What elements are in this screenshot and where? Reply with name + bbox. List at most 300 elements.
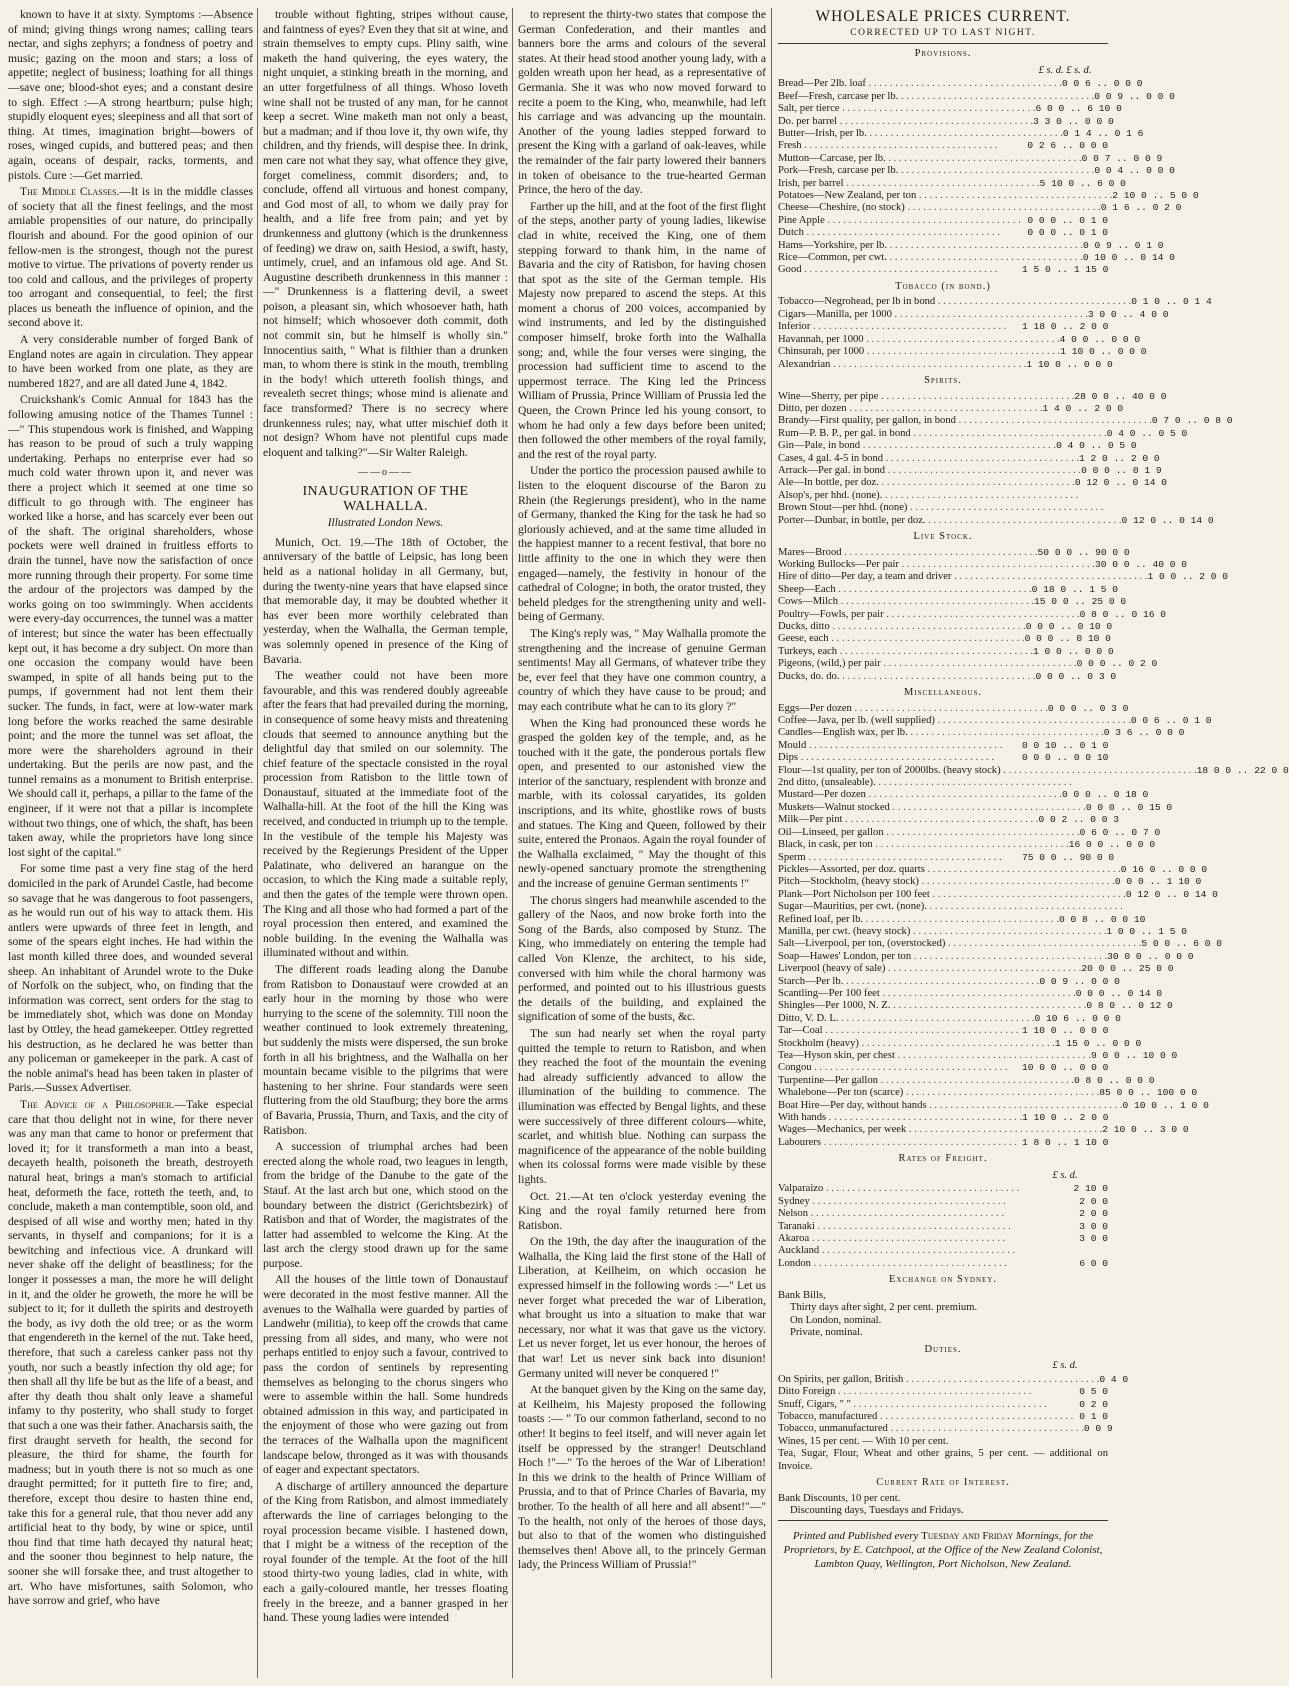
price-label: Chinsurah, per 1000 . . . xyxy=(778,346,1060,358)
price-label: Shingles—Per 1000, N. Z. . . . xyxy=(778,1000,1086,1012)
price-row xyxy=(778,1245,1108,1257)
price-value: 0 2 6 .. 0 0 0 xyxy=(1027,140,1108,152)
price-label: Working Bullocks—Per pair . . . xyxy=(778,559,1095,571)
price-label: 2nd ditto, (unsaleable). . . . xyxy=(778,777,1072,789)
section-heading-provisions: Provisions. xyxy=(914,48,972,60)
duties-note: Tea, Sugar, Flour, Wheat and other grains, 5 per cent. — additional on Invoice. xyxy=(778,1448,1108,1472)
price-row xyxy=(778,415,1233,427)
paragraph: to represent the thirty-two states that compose the German Confederation, and their mantles and banners bore the arms and colours of the several states. At their head stood another young lady, with a golden wreath upon her head, as a representative of Germania. She it was who now moved forward to recite a poem to the King, who, meanwhile, had left his carriage and was advancing up the mountain. Another of the young ladies stepped forward to present the King with a garland of oak-leaves, while the remainder of the fair party lowered their banners in token of obeisance to the true-hearted German Prince, the hero of the day. xyxy=(518,8,766,197)
prices-subtitle: CORRECTED UP TO LAST NIGHT. xyxy=(850,27,1036,38)
price-row xyxy=(778,140,1108,152)
price-row xyxy=(778,239,1164,252)
price-value: 2 10 0 xyxy=(1073,1183,1108,1195)
paragraph: Under the portico the procession paused awhile to listen to the eloquent discourse of the Baron zu Rhein (the Regierungs president), who in the name of Germany, thanked the King for the task he had so gloriously achieved, and at the same time alluded in the happiest manner to a recent festival, that bore no little affinity to the one in which they were then engaged—namely, the festivity in honour of the cathedral of Cologne; in both, the orator trusted, they beheld pledges for the strengthening unity and well-being of Germany. xyxy=(518,464,766,624)
price-row xyxy=(778,608,1166,621)
price-value: 3 0 0 .. 4 0 0 xyxy=(1087,308,1169,320)
price-row xyxy=(778,715,1212,727)
price-label: Ditto Foreign . . . xyxy=(778,1386,1031,1398)
price-row xyxy=(778,490,1108,502)
price-label: Plank—Port Nicholson per 100 feet . . . xyxy=(778,889,1126,901)
price-row xyxy=(778,90,1175,103)
price-value: 2 0 0 xyxy=(1079,1208,1108,1220)
price-value: 0 12 0 .. 0 14 0 xyxy=(1121,514,1214,526)
price-row xyxy=(778,128,1144,140)
price-row xyxy=(778,888,1218,901)
live-stock-list xyxy=(778,546,1229,683)
price-row xyxy=(778,440,1137,452)
price-row xyxy=(778,1208,1108,1220)
column-rule xyxy=(257,8,258,1678)
price-value: 1 15 0 .. 0 0 0 xyxy=(1054,1037,1142,1049)
price-value: 0 12 0 .. 0 14 0 xyxy=(1125,888,1218,900)
paragraph: The King's reply was, " May Walhalla promote the strengthening and the increase of genuine German sentiments! May all Germans, of whatever tribe they be, ever feel that they have one common country, a country of which they have cause to be proud; and may each contribute what he can to its glory ?" xyxy=(518,626,766,713)
price-value: 2 10 0 .. 3 0 0 xyxy=(1102,1124,1189,1136)
price-value: 0 0 0 .. 0 1 0 xyxy=(1027,227,1108,239)
price-row xyxy=(778,390,1167,403)
price-value: 0 0 0 .. 0 3 0 xyxy=(1047,702,1129,714)
price-value: 0 0 0 .. 0 0 10 xyxy=(1022,752,1109,764)
price-value: 3 0 0 xyxy=(1079,1233,1108,1245)
price-value: 3 3 0 .. 0 0 0 xyxy=(1033,115,1114,127)
price-row xyxy=(778,1411,1108,1423)
price-row xyxy=(778,1025,1108,1037)
price-value: 0 0 9 xyxy=(1083,1423,1113,1435)
price-row xyxy=(778,876,1202,888)
price-row xyxy=(778,464,1162,477)
price-value: 9 0 0 .. 10 0 0 xyxy=(1090,1050,1178,1061)
price-value: 0 3 6 .. 0 0 0 xyxy=(1103,727,1185,739)
price-value: 0 1 4 .. 0 1 6 xyxy=(1062,128,1144,139)
price-value: 50 0 0 .. 90 0 0 xyxy=(1037,546,1130,558)
price-row xyxy=(778,851,1115,864)
price-label: Alexandrian . . . xyxy=(778,359,1026,371)
price-row xyxy=(778,1258,1108,1270)
price-row xyxy=(778,1221,1108,1233)
paragraph: The weather could not have been more favourable, and this was rendered doubly agreeable after the fears that had prevailed during the morning, in consequence of some heavy mists and threatening clouds that seemed to announce anything but the delightful day that smiled on our solemnity. The chief feature of the spectacle consisted in the royal procession from Ratisbon to the little town of Donaustauf, situated at the immediate foot of the Walhalla-hill. At the foot of the hill the King was received, and conducted in triumph up to the temple. In the vestibule of the temple his Majesty was received by the Regierungs President of the Upper Palatinate, who delivered an harangue on the occasion, to which the King made a suitable reply, and then the gates of the temple were thrown open. The King and all those who had formed a part of the royal procession then entered, and examined the noble building. In the evening the Walhalla was illuminated without and within. xyxy=(263,669,508,960)
price-row xyxy=(778,78,1143,90)
price-label: Brown Stout—per hhd. (none) . . . xyxy=(778,502,1103,514)
price-label: Candles—English wax, per lb. . . . xyxy=(778,727,1104,739)
miscellaneous-list xyxy=(778,702,1289,1150)
price-value: 0 4 0 .. 0 5 0 xyxy=(1106,427,1188,439)
price-value: 0 10 0 .. 1 0 0 xyxy=(1122,1099,1209,1111)
price-value: 0 0 0 .. 0 1 9 xyxy=(1081,464,1162,476)
price-label: Cigars—Manilla, per 1000 . . . xyxy=(778,309,1088,321)
price-value: 30 0 0 .. 40 0 0 xyxy=(1094,558,1188,570)
price-label: Good . . . xyxy=(778,264,1022,276)
price-label: Hire of ditto—Per day, a team and driver . . . xyxy=(778,571,1147,583)
price-row xyxy=(778,1124,1189,1136)
price-label: Sugar—Mauritius, per cwt. (none). . . . xyxy=(778,901,1123,913)
price-label: Sperm . . . xyxy=(778,852,1022,864)
price-label: Dutch . . . xyxy=(778,227,1022,239)
price-row xyxy=(778,571,1229,583)
price-value: 1 0 0 .. 1 5 0 xyxy=(1106,925,1187,937)
paragraph-body: —It is in the middle classes of society that all the finest feelings, and the most amiable propensities of our nature, do principally flourish and abound. For the good opinion of our fellow-men is the strongest, though not the purest motive to virtue. The privations of poverty render us too cold and callous, and the privileges of property too arrogant and consequential, to feel; the first places us beneath the influence of opinion, and the second above it. xyxy=(8,185,253,330)
price-value: 6 0 0 xyxy=(1079,1257,1108,1269)
tobacco-list xyxy=(778,296,1212,370)
price-row xyxy=(778,777,1108,789)
paragraph-symptoms: known to have it at sixty. Symptoms :—Absence of mind; giving things wrong names; calling tears nectar, and sighs zephyrs; a fondness of poetry and music; gazing on the moon and stars; a loss of appetite; neglect of business; loathing for all things—save one; blood-shot eyes; and a constant desire to sigh. Effect :—A strong heartburn; pulse high; stupidly eloquent eyes; sleepiness and all that sort of thing. At times, imagination bright—bowers of roses, winged cupids, and buttered peas; and then again, oceans of despair, racks, torments, and pistols. Cure :—Get married. xyxy=(8,8,253,182)
price-label: Arrack—Per gal. in bond . . . xyxy=(778,465,1081,477)
column-rule xyxy=(771,8,772,1678)
divider xyxy=(778,1520,1108,1521)
price-value: 1 10 0 .. 0 0 0 xyxy=(1022,1025,1109,1037)
price-label: Boat Hire—Per day, without hands . . . xyxy=(778,1100,1122,1112)
price-row xyxy=(778,913,1146,926)
price-label: Refined loaf, per lb. . . . xyxy=(778,914,1059,926)
price-row xyxy=(778,814,1120,826)
paragraph-philosopher xyxy=(8,1098,253,1609)
interest-lines xyxy=(778,1493,1108,1518)
price-value: 0 0 0 .. 0 1 0 xyxy=(1027,214,1108,226)
price-row xyxy=(778,558,1188,571)
price-value: 0 1 0 xyxy=(1079,1410,1108,1422)
section-heading-spirits: Spirits. xyxy=(924,374,962,386)
price-row xyxy=(778,901,1108,913)
price-value: 0 7 0 .. 0 8 0 xyxy=(1151,415,1233,427)
price-value: 0 0 0 .. 0 15 0 xyxy=(1085,801,1173,813)
price-row xyxy=(778,1087,1198,1099)
column-3 xyxy=(518,8,766,1678)
price-row xyxy=(778,227,1108,239)
price-row xyxy=(778,1233,1108,1245)
price-label: Turkeys, each . . . xyxy=(778,646,1033,658)
price-row xyxy=(778,1037,1142,1050)
price-value: 1 8 0 .. 1 10 0 xyxy=(1022,1136,1109,1148)
price-row xyxy=(778,950,1194,963)
price-row xyxy=(778,333,1141,346)
price-value: 1 18 0 .. 2 0 0 xyxy=(1022,321,1109,333)
price-row xyxy=(778,308,1169,321)
price-value: 0 4 0 xyxy=(1099,1373,1129,1385)
price-row xyxy=(778,427,1188,440)
price-label: Congou . . . xyxy=(778,1062,1022,1074)
paragraph: On the 19th, the day after the inauguration of the Walhalla, the King laid the first stone of the Hall of Liberation, at Keilheim, on which occasion he expressed himself in the following words :—" Let us never forget what preceded the war of Liberation, what brought us into a situation to make that war necessary, nor what it was that gave us the victory. Let us never forget, let us ever honour, the heroes of that war! Let us never sink back into disunion! Germany united will never be conquered !" xyxy=(518,1235,766,1380)
price-value: 0 0 10 .. 0 1 0 xyxy=(1022,739,1109,751)
price-value: 0 0 4 .. 0 0 0 xyxy=(1094,165,1175,177)
price-value: 75 0 0 .. 90 0 0 xyxy=(1022,851,1115,863)
price-value: 0 0 9 .. 0 0 0 xyxy=(1094,90,1175,102)
price-label: Coffee—Java, per lb. (well supplied) . . . xyxy=(778,715,1131,727)
price-label: Salt—Liverpool, per ton, (overstocked) . . . xyxy=(778,938,1141,950)
price-value: 0 0 2 .. 0 0 3 xyxy=(1038,814,1120,826)
price-value: 1 5 0 .. 1 15 0 xyxy=(1022,264,1109,276)
price-value: 0 1 6 .. 0 2 0 xyxy=(1100,202,1182,214)
price-label: Ditto, per dozen . . . xyxy=(778,403,1043,415)
price-label: Tar—Coal . . . xyxy=(778,1025,1022,1037)
price-label: Mares—Brood . . . xyxy=(778,547,1038,559)
price-value: 1 10 0 .. 0 0 0 xyxy=(1060,346,1147,358)
price-row xyxy=(778,252,1175,264)
paragraph-raleigh: trouble without fighting, stripes without cause, and faintness of eyes? Even they that sit at wine, and strain themselves to empty cups. Pliny saith, wine maketh the hand quivering, the eyes watery, the night unquiet, a stinking breath in the morning, and an utter forgetfulness of all things. Whoso loveth wine shall not be trusted of any man, for he cannot keep a secret. Wine maketh man not only a beast, but a madman; and if thou love it, thy own wife, thy children, and thy friends, will despise thee. In drink, men care not what they say, what offence they give, forget comeliness, commit disorders; and, to conclude, offend all virtuous and honest company, and God most of all, to whom we daily pray for health, and a life free from pain; and yet by drunkenness and gluttony (which is the drunkenness of feeding) we draw on, saith Hesiod, a swift, hasty, untimely, cruel, and an infamous old age. And St. Augustine describeth drunkenness in this manner :—" Drunkenness is a flattering devil, a sweet poison, a pleasant sin, which whosoever hath, hath not himself; which whosoever doth commit, doth not commit sin, but he himself is wholly sin." Innocentius saith, " What is filthier than a drunken man, to whom there is stink in the mouth, trembling in the body! which uttereth foolish things, and revealeth secret things; whose mind is alienate and face transformed? There is no secrecy where drunkenness rules; nay, what utter mischief doth it not design? Whom have not plentiful cups made eloquent and talking?"—Sir Walter Raleigh. xyxy=(263,8,509,459)
price-row xyxy=(778,621,1113,633)
price-label: Pork—Fresh, carcase per lb. . . . xyxy=(778,165,1094,177)
section-heading-live-stock: Live Stock. xyxy=(913,530,973,542)
price-label: Black, in cask, per ton . . . xyxy=(778,839,1069,851)
price-value: 0 0 7 .. 0 0 9 xyxy=(1081,152,1163,164)
price-value: 0 5 0 xyxy=(1079,1386,1108,1398)
price-label: Nelson . . . xyxy=(778,1208,1022,1220)
price-label: Do. per barrel . . . xyxy=(778,116,1033,128)
run-in-head: The Advice of a Philosopher. xyxy=(20,1097,175,1111)
price-value: 15 0 0 .. 25 0 0 xyxy=(1034,596,1127,608)
price-row xyxy=(778,502,1108,514)
price-label: Ditto, V. D. L. . . . xyxy=(778,1013,1035,1025)
price-label: Turpentine—Per gallon . . . xyxy=(778,1075,1074,1087)
price-row xyxy=(778,752,1108,764)
paragraph-middle-classes xyxy=(8,185,253,331)
price-row xyxy=(778,975,1120,988)
section-heading-exchange: Exchange on Sydney. xyxy=(889,1274,997,1286)
price-label: Beef—Fresh, carcase per lb. . . . xyxy=(778,91,1094,103)
price-label: Flour—1st quality, per ton of 2000lbs. (heavy stock) . . . xyxy=(778,765,1197,777)
price-row xyxy=(778,789,1149,801)
price-value: 0 10 0 .. 0 14 0 xyxy=(1082,252,1175,264)
price-label: Ale—In bottle, per doz. . . . xyxy=(778,477,1075,489)
price-value: 0 8 0 .. 0 16 0 xyxy=(1079,608,1166,620)
section-heading-duties: Duties. xyxy=(924,1343,962,1355)
price-row xyxy=(778,1000,1173,1012)
price-row xyxy=(778,165,1175,177)
price-row xyxy=(778,596,1127,608)
price-label: Poultry—Fowls, per pair . . . xyxy=(778,609,1080,621)
price-row xyxy=(778,546,1130,559)
price-label: Oil—Linseed, per gallon . . . xyxy=(778,827,1080,839)
price-row xyxy=(778,264,1108,276)
price-label: Mustard—Per dozen . . . xyxy=(778,789,1062,801)
price-label: Salt, per tierce . . . xyxy=(778,103,1035,115)
price-value: 0 6 0 .. 0 7 0 xyxy=(1079,826,1161,838)
price-row xyxy=(778,1399,1108,1411)
price-value: 2 10 0 .. 5 0 0 xyxy=(1112,190,1199,202)
text-line: Bank Discounts, 10 per cent. xyxy=(778,1492,901,1504)
column-1 xyxy=(8,8,253,1678)
price-row xyxy=(778,670,1117,683)
price-value: 1 2 0 .. 2 0 0 xyxy=(1079,452,1160,464)
price-value: 0 12 0 .. 0 14 0 xyxy=(1074,477,1168,489)
price-row xyxy=(778,987,1163,1000)
price-value: 0 0 0 .. 1 10 0 xyxy=(1114,876,1202,888)
price-value: 0 16 0 .. 0 0 0 xyxy=(1120,863,1208,875)
paragraph: Oct. 21.—At ten o'clock yesterday evening the King and the royal family returned here from Ratisbon. xyxy=(518,1189,766,1232)
paragraph-arundel-stag: For some time past a very fine stag of the herd domiciled in the park of Arundel Castle, had become so savage that he was dangerous to foot passengers, as he would run out of his way to attack them. His antlers were upwards of three feet in length, and some of the spears eight inches. He had within the last month killed three does, and wounded several sheep. An inhabitant of Arundel wrote to the Duke of Norfolk on the subject, who, on finding that the information was correct, sent orders for the stag to be immediately shot, which was done on Monday last by Ottley, the head gamekeeper. Ottley regretted his destruction, as he declared he was better than any policeman or gamekeeper in the park. A cast of the noble animal's head has been taken in plaster of Paris.—Sussex Advertiser. xyxy=(8,862,254,1095)
price-row xyxy=(778,358,1113,371)
article-title: INAUGURATION OF THE WALHALLA. xyxy=(302,484,469,514)
price-row xyxy=(778,514,1214,527)
section-heading-miscellaneous: Miscellaneous. xyxy=(903,687,983,699)
currency-units: £ s. d. xyxy=(1052,1169,1078,1181)
price-label: Akaroa . . . xyxy=(778,1233,1022,1245)
paragraph: Farther up the hill, and at the foot of the first flight of the steps, another party of young ladies, likewise clad in white, received the King, one of them stepping forward to thank him, in the name of Bavaria and the city of Ratisbon, for having chosen that spot as the site of the German temple. His Majesty now prepared to ascend the steps. At this moment a chorus of 200 voices, accompanied by wind instruments, and led by the distinguished composer himself, broke forth into the Walhalla song; and, while the four verses were singing, the procession had sufficient time to ascend to the uppermost terrace. The King led the Princess William of Prussia, Prince William of Prussia led the Queen, the Crown Prince led his young consort, to whom he had only a few days before been united; then followed the other members of the royal family, and the rest of the royal party. xyxy=(518,199,766,461)
price-label: Potatoes—New Zealand, per ton . . . xyxy=(778,190,1112,202)
price-label: Alsop's, per hhd. (none). . . . xyxy=(778,490,1078,502)
price-value: 0 8 0 .. 0 12 0 xyxy=(1086,1000,1173,1012)
price-row xyxy=(778,764,1289,777)
price-value: 0 0 6 .. 0 0 0 xyxy=(1061,78,1143,90)
column-2 xyxy=(263,8,508,1678)
price-label: Pine Apple . . . xyxy=(778,215,1022,227)
price-row xyxy=(778,1386,1108,1398)
price-value: 85 0 0 .. 100 0 0 xyxy=(1099,1087,1198,1099)
text-line: Thirty days after sight, 2 per cent. premium. xyxy=(790,1302,978,1314)
price-row xyxy=(778,658,1158,670)
price-label: With hands . . . xyxy=(778,1112,1022,1124)
divider xyxy=(778,43,1108,44)
price-value: 1 4 0 .. 2 0 0 xyxy=(1042,402,1124,414)
price-row xyxy=(778,1012,1121,1025)
price-value: 18 0 0 .. 22 0 0 xyxy=(1196,764,1289,776)
prices-title: WHOLESALE PRICES CURRENT. xyxy=(815,8,1071,25)
price-label: Brandy—First quality, per gallon, in bond . . . xyxy=(778,415,1152,427)
price-label: Tobacco—Negrohead, per lb in bond . . . xyxy=(778,296,1131,308)
price-row xyxy=(778,321,1108,333)
price-label: Tobacco, manufactured . . . xyxy=(778,1411,1073,1423)
freight-list xyxy=(778,1183,1108,1270)
price-row xyxy=(778,1183,1108,1195)
price-label: Soap—Hawes' London, per ton . . . xyxy=(778,951,1107,963)
price-value: 5 0 0 .. 6 0 0 xyxy=(1141,938,1222,950)
price-label: Wages—Mechanics, per week . . . xyxy=(778,1124,1102,1136)
price-label: Auckland . . . xyxy=(778,1245,1022,1257)
price-value: 3 0 0 xyxy=(1079,1220,1108,1232)
price-label: Scantling—Per 100 feet . . . xyxy=(778,988,1076,1000)
price-row xyxy=(778,296,1212,308)
price-label: Wine—Sherry, per pipe . . . xyxy=(778,391,1074,403)
price-row xyxy=(778,1196,1108,1208)
price-value: 1 0 0 .. 2 0 0 xyxy=(1147,571,1229,583)
price-label: Rice—Common, per cwt. . . . xyxy=(778,252,1083,264)
provisions-list xyxy=(778,78,1199,277)
price-row xyxy=(778,152,1163,165)
duties-list xyxy=(778,1373,1129,1436)
price-label: Starch—Per lb. . . . xyxy=(778,976,1039,988)
price-value: 0 1 0 .. 0 1 4 xyxy=(1131,296,1212,308)
price-label: Hams—Yorkshire, per lb. . . . xyxy=(778,240,1083,252)
section-heading-tobacco: Tobacco (in bond.) xyxy=(895,280,991,292)
price-label: Butter—Irish, per lb. . . . xyxy=(778,128,1063,140)
paragraph: The different roads leading along the Danube from Ratisbon to Donaustauf were crowded at an early hour in the morning by those who were hurrying to the scene of the solemnity. Till noon the weather continued to look extremely threatening, but suddenly the mists were dispersed, the sun broke forth in all his brightness, and the Walhalla on her mountain became visible to the pilgrims that were hastening to her shrine. Four standards were seen fluttering from the old Staufburg; they bore the arms of Bavaria, Prussia, Thurn, and Taxis, and the city of Ratisbon. xyxy=(263,963,508,1137)
price-row xyxy=(778,1423,1113,1435)
spirits-list xyxy=(778,390,1233,527)
price-row xyxy=(778,1137,1108,1149)
price-row xyxy=(778,801,1173,814)
price-label: Rum—P. B. P., per gal. in bond . . . xyxy=(778,428,1107,440)
price-row xyxy=(778,452,1160,465)
duties-note: Wines, 15 per cent. — With 10 per cent. xyxy=(778,1435,949,1447)
price-label: Gin—Pale, in bond . . . xyxy=(778,440,1056,452)
currency-units: £ s. d. xyxy=(1052,1360,1078,1372)
price-row xyxy=(778,839,1156,851)
price-label: Stockholm (heavy) . . . xyxy=(778,1038,1055,1050)
price-label: Geese, each . . . xyxy=(778,633,1025,645)
paragraph: A discharge of artillery announced the departure of the King from Ratisbon, and almost immediately afterwards the line of carriages belonging to the royal procession became visible. I hastened down, that I might be a witness of the reception of the royal founder of the temple. At the foot of the hill stood thirty-two young ladies, clad in white, with each a gaily-coloured mantle, her tresses floating freely in the breeze, and a banner grasped in her hand. These young ladies were intended xyxy=(263,1479,508,1625)
price-value: 1 10 0 .. 2 0 0 xyxy=(1022,1112,1109,1124)
price-row xyxy=(778,925,1187,938)
price-label: Valparaizo . . . xyxy=(778,1183,1022,1195)
paragraph-forged-notes: A very considerable number of forged Bank of England notes are again in circulation. They appear to have been worked from one plate, as they are numbered 1827, and are all dated June 4, 1842. xyxy=(8,333,253,390)
price-label: London . . . xyxy=(778,1258,1022,1270)
price-value: 16 0 0 .. 0 0 0 xyxy=(1068,839,1156,851)
prices-column xyxy=(778,8,1289,1678)
price-value: 28 0 0 .. 40 0 0 xyxy=(1074,390,1167,402)
run-in-head: The Middle Classes. xyxy=(20,185,120,199)
section-ornament: ——o—— xyxy=(358,467,413,479)
price-label: Mutton—Carcase, per lb. . . . xyxy=(778,153,1082,165)
price-label: Liverpool (heavy of sale) . . . xyxy=(778,963,1081,975)
price-row xyxy=(778,177,1126,190)
price-value: 0 4 0 .. 0 5 0 xyxy=(1056,440,1137,452)
price-label: Whalebone—Per ton (scarce) . . . xyxy=(778,1087,1099,1099)
section-heading-freight: Rates of Freight. xyxy=(898,1153,988,1165)
price-label: Porter—Dunbar, in bottle, per doz. . . . xyxy=(778,515,1122,527)
price-value: 4 0 0 .. 0 0 0 xyxy=(1059,333,1141,345)
price-label: Sydney . . . xyxy=(778,1196,1022,1208)
price-row xyxy=(778,346,1147,358)
paragraph: The chorus singers had meanwhile ascended to the gallery of the Naos, and now broke forth into the Song of the Bards, also composed by Stunz. The King, who immediately on entering the temple had called Von Klenze, the architect, to his side, conversed with him while the choral harmony was performed, and pointed out to his illustrious guests the details of the building, and explained the signification of some of the busts, &c. xyxy=(518,893,766,1024)
price-value: 0 0 6 .. 0 1 0 xyxy=(1130,715,1212,727)
price-label: Pigeons, (wild,) per pair . . . xyxy=(778,658,1077,670)
price-label: Taranaki . . . xyxy=(778,1221,1022,1233)
publisher-imprint: Printed and Published every Tuesday and Friday Mornings, for the Proprietors, by E. Catchpool, at the Office of the New Zealand Colonist, Lambton Quay, Wellington, Port Nicholson, New Zealand. xyxy=(783,1530,1103,1571)
price-row xyxy=(778,190,1199,202)
price-value: 2 0 0 xyxy=(1079,1195,1108,1207)
price-label: Mould . . . xyxy=(778,740,1022,752)
price-row xyxy=(778,402,1124,415)
text-line: On London, nominal. xyxy=(790,1314,882,1326)
price-label: Snuff, Cigars, " " . . . xyxy=(778,1399,1047,1411)
price-value: 0 0 8 .. 0 0 10 xyxy=(1059,913,1146,925)
price-value: 30 0 0 .. 0 0 0 xyxy=(1107,950,1194,962)
section-heading-interest: Current Rate of Interest. xyxy=(876,1476,1010,1488)
price-label: Pickles—Assorted, per doz. quarts . . . xyxy=(778,864,1121,876)
price-value: 0 0 0 .. 0 3 0 xyxy=(1035,670,1117,682)
price-value: 0 18 0 .. 1 5 0 xyxy=(1031,583,1118,595)
price-label: Pitch—Stockholm, (heavy stock) . . . xyxy=(778,876,1115,888)
price-value: 0 0 9 .. 0 0 0 xyxy=(1039,975,1120,987)
paragraph: At the banquet given by the King on the same day, at Keilheim, his Majesty proposed the following toasts :— " To our common fatherland, second to no other! It begins to feel itself, and will never again let itself be oppressed by the stranger! Deutschland Hoch !"—" To the heroes of the War of Liberation! In this we drink to the health of Prince William of Prussia, and to that of Prince Charles of Bavaria, my brother. To the health of all here and all absent!"—" To the health, not only of the heroes of those days, but also to that of the women who distinguished themselves then! Above all, to the princely German lady, the Princess William of Prussia!" xyxy=(518,1383,766,1572)
price-label: Tobacco, unmanufactured . . . xyxy=(778,1423,1084,1435)
price-value: 20 0 0 .. 25 0 0 xyxy=(1081,963,1174,975)
paragraph: A succession of triumphal arches had been erected along the whole road, two leagues in length, from the bridge of the Danube to the gate of the Stauf. At the last arch but one, which stood on the boundary between the district (Gerichtsbezirk) of Ratisbon and that of Worder, the magistrates of the latter had assembled to welcome the King. At the last arch the clergy stood drawn up for the same purpose. xyxy=(263,1140,508,1270)
paragraph: All the houses of the little town of Donaustauf were decorated in the most festive manner. All the avenues to the Walhalla were guarded by parties of Landwehr (militia), to keep off the crowds that came pressing from all sides, and many, who were not perhaps entitled to enjoy such a favour, contrived to pass the cordon of sentinels by representing themselves as belonging to the chorus singers who were to assemble within the hall. Some hundreds obtained admission in this way, and participated in the enjoyment of those who were gazing out from the terraces of the Walhalla upon the magnificent landscape below, thronged as it was with thousands of eager and expectant spectators. xyxy=(263,1273,508,1477)
price-label: Ducks, ditto . . . xyxy=(778,621,1026,633)
price-label: Milk—Per pint . . . xyxy=(778,814,1038,826)
column-rule xyxy=(512,8,513,1678)
price-label: Eggs—Per dozen . . . xyxy=(778,703,1048,715)
price-row xyxy=(778,1062,1108,1074)
price-value: 0 0 0 .. 0 18 0 xyxy=(1061,789,1149,801)
price-row xyxy=(778,1050,1178,1062)
price-row xyxy=(778,702,1129,715)
price-value: 0 0 0 .. 0 10 0 xyxy=(1025,621,1113,632)
price-label: Inferior . . . xyxy=(778,321,1022,333)
price-value: 0 10 6 .. 0 0 0 xyxy=(1034,1012,1121,1024)
price-label: Tea—Hyson skin, per chest . . . xyxy=(778,1050,1091,1062)
price-label: Cows—Milch . . . xyxy=(778,596,1034,608)
price-value: 0 0 0 .. 0 2 0 xyxy=(1076,658,1158,670)
price-row xyxy=(778,826,1161,839)
paragraph-body: —Take especial care that thou delight not in wine, for there never was any man that came to honor or preferment that loved it; for it transformeth a man into a beast, decayeth health, poisoneth the breath, destroyeth natural heat, brings a man's stomach to artificial heat, deformeth the face, rotteth the teeth, and, to conclude, maketh a man contemptible, soon old, and despised of all wise and worthy men; hated in thy servants, in thyself and companions; for it is a bewitching and infectious vice. A drunkard will never shake off the delight of beastliness; for the longer it possesses a man, the more he will delight in it, and the older he groweth, the more he will be subject to it; for it dulleth the spirits and destroyeth the body, as ivy doth the old tree; or as the worm that engendereth in the kernel of the nut. Take heed, therefore, that such a careless canker pass not thy youth, nor such a beastly infection thy old age; for then shall all thy life be but as the life of a beast, and after thy death thou shalt only leave a shameful infamy to thy posterity, who shall study to forget that such a one was their father. Anacharsis saith, the first draught serveth for health, the second for pleasure, the third for shame, the fourth for madness; but in youth there is not so much as one draught permitted; for it putteth fire to fire; and, therefore, except thou desire to hasten thine end, take this for a general rule, that thou never add any artificial heat to thy body, by wine or spice, until thou find that time hath decayed thy natural heat; and the sooner thou beginnest to help nature, the sooner she will forsake thee, and trust altogether to art. Who have misfortunes, saith Solomon, who have sorrow and grief, who have xyxy=(8,1097,254,1608)
price-row xyxy=(778,740,1108,752)
price-value: 0 0 0 .. 0 10 0 xyxy=(1024,633,1111,645)
price-label: Cheese—Cheshire, (no stock) . . . xyxy=(778,202,1101,214)
price-label: Bread—Per 2lb. loaf . . . xyxy=(778,78,1062,90)
price-row xyxy=(778,727,1185,739)
price-value: 1 10 0 .. 0 0 0 xyxy=(1026,358,1113,370)
price-row xyxy=(778,963,1174,975)
price-row xyxy=(778,1112,1108,1124)
